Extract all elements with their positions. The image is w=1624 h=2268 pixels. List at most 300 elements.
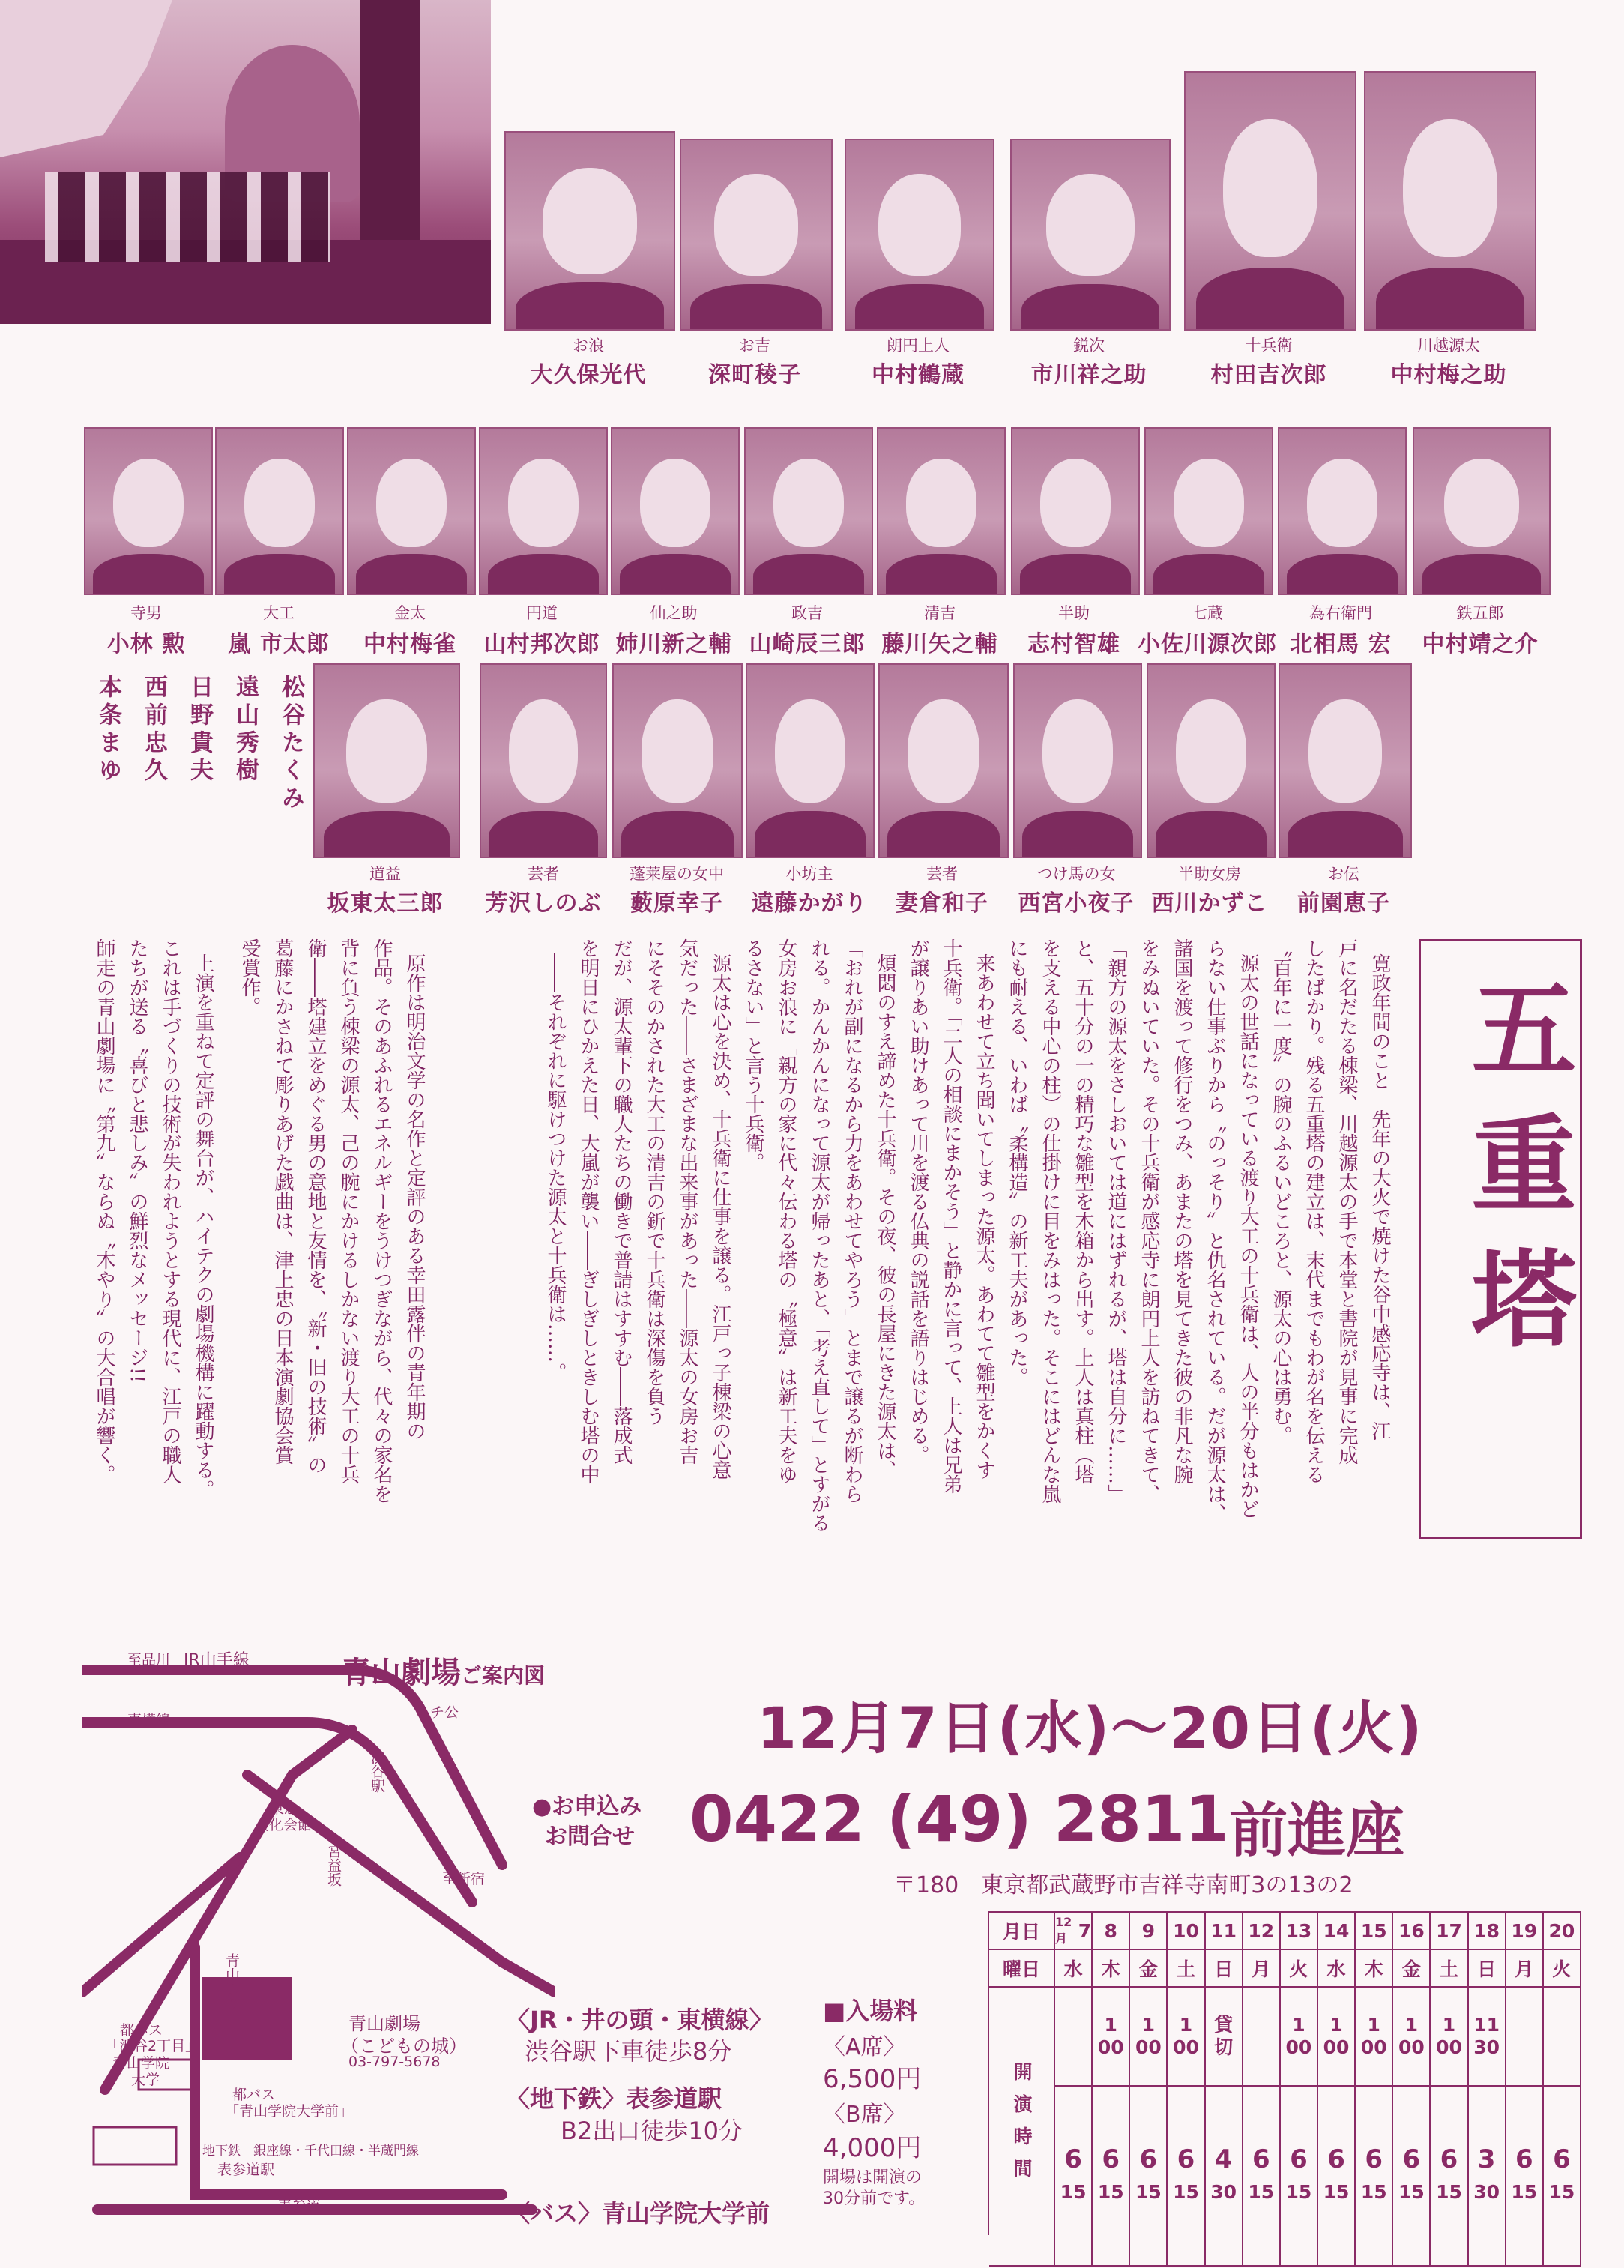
map-label: 「渋谷2丁目」: [105, 2038, 200, 2054]
story-column: らない仕事ぶりから〝のっそり〟と仇名されている。だが源太は、: [1204, 938, 1226, 1523]
schedule-evening: [1469, 2087, 1506, 2267]
schedule-matinee: [1206, 1988, 1243, 2087]
schedule-hour: 貸: [1214, 2014, 1234, 2036]
access-detail: B2出口徒歩10分: [561, 2117, 743, 2145]
schedule-matinee: [1055, 1988, 1093, 2087]
story-column: 諸国を渡って修行をつみ、あまたの塔を見てきた彼の非凡な腕: [1171, 938, 1193, 1484]
schedule-day-number: 9: [1141, 1919, 1156, 1942]
schedule-day: [1469, 1913, 1506, 1950]
map-label: 03-797-5678: [348, 2054, 441, 2070]
access-line: 〈バス〉青山学院大学前: [506, 2199, 770, 2228]
story-column: 女房お浪に「親方の家に代々伝わる塔の〝極意〟は新工夫をゆ: [775, 938, 797, 1484]
extra-cast-name: 松谷たくみ: [277, 675, 304, 813]
map-label: 宮益坂: [325, 1844, 342, 1887]
role-label: 芸者: [528, 865, 559, 883]
schedule-day: [1093, 1913, 1130, 1950]
schedule-minute: 15: [1285, 2181, 1312, 2203]
extra-cast-name: 日野貴夫: [186, 675, 213, 785]
map-title: [341, 1649, 545, 1692]
map-label: 都バス: [232, 2087, 276, 2103]
price-b-value: 4,000円: [823, 2133, 922, 2163]
schedule-weekday: 火: [1281, 1950, 1318, 1988]
schedule-time-stack: [1323, 2143, 1350, 2209]
schedule-evening: [1281, 2087, 1318, 2267]
schedule-time-stack: [1214, 2014, 1233, 2059]
actor-name: 中村鶴蔵: [872, 362, 965, 388]
schedule-day: [1130, 1913, 1168, 1950]
actor-name: 藪原幸子: [630, 890, 723, 917]
schedule-hour: 1: [1179, 2014, 1193, 2036]
cast-photo: [1184, 71, 1356, 331]
schedule-evening: [1356, 2087, 1393, 2267]
schedule-matinee: [1243, 1988, 1281, 2087]
story-column: 作品。そのあふれるエネルギーをうけつぎながら、代々の家名を: [370, 938, 393, 1504]
cast-photo: [1364, 71, 1536, 331]
story-column: これは手づくりの技術が失われようとする現代に、江戸の職人: [159, 938, 181, 1484]
schedule-evening: [1544, 2087, 1581, 2267]
role-label: つけ馬の女: [1036, 865, 1116, 883]
schedule-minute: 15: [1323, 2181, 1350, 2203]
schedule-weekday: 日: [1206, 1950, 1243, 1988]
access-detail: 渋谷駅下車徒歩8分: [525, 2037, 732, 2066]
extra-cast-name: 西前忠久: [140, 675, 167, 785]
story-column: をみぬいていた。その十兵衛が感応寺に朗円上人を訪ねてきて、: [1138, 938, 1160, 1504]
map-label: 東横線: [127, 1712, 171, 1728]
schedule-day-number: 17: [1436, 1919, 1462, 1942]
schedule-minute: 15: [1548, 2181, 1575, 2203]
schedule-minute: 00: [1173, 2036, 1199, 2058]
story-column: にそそのかされた大工の清吉の釿で十兵衛は深傷を負う: [643, 938, 665, 1426]
role-label: 政吉: [791, 604, 823, 622]
schedule-hour: 4: [1214, 2144, 1233, 2174]
schedule-minute: 15: [1360, 2181, 1387, 2203]
role-label: 為右衛門: [1309, 604, 1372, 622]
role-label: 小坊主: [785, 865, 833, 883]
schedule-day-number: 16: [1398, 1919, 1425, 1942]
schedule-day: [1281, 1913, 1318, 1950]
schedule-minute: 00: [1436, 2036, 1462, 2058]
story-column: 衛――塔建立をめぐる男の意地と友情を、〝新・旧の技術〟の: [304, 938, 327, 1474]
story-column: ――それぞれに駆けつけた源太と十兵衛は……。: [544, 953, 567, 1382]
cast-photo: [479, 427, 608, 595]
cast-photo: [1147, 663, 1276, 858]
schedule-minute: 15: [1398, 2181, 1425, 2203]
cast-photo: [215, 427, 344, 595]
schedule-day: [1356, 1913, 1393, 1950]
story-column: 源太は心を決め、十兵衛に仕事を譲る。江戸っ子棟梁の心意: [709, 953, 731, 1480]
schedule-day-number: 18: [1473, 1919, 1500, 1942]
schedule-minute: 00: [1398, 2036, 1425, 2058]
actor-name: 北相馬 宏: [1290, 631, 1392, 657]
cast-photo: [313, 663, 460, 858]
role-label: 鉄五郎: [1456, 604, 1504, 622]
story-column: 背に負う棟梁の源太、己の腕にかけるしかない渡り大工の十兵: [337, 938, 360, 1484]
play-title: 五重塔: [1454, 974, 1577, 1379]
contact-org: 前進座: [1229, 1797, 1405, 1865]
actor-name: 坂東太三郎: [327, 890, 444, 917]
schedule-hour: 11: [1473, 2014, 1500, 2036]
map-label: 至新宿: [442, 1871, 486, 1887]
price-heading: ■入場料: [823, 1997, 918, 2025]
schedule-time-stack: [1286, 2143, 1312, 2209]
story-column: 受賞作。: [238, 938, 261, 1016]
story-column: るさない」と言う十兵衛。: [742, 938, 764, 1172]
role-label: 道益: [369, 865, 401, 883]
story-column: 「親方の源太をさしおいては道にはずれるが、塔は自分に……」: [1105, 938, 1127, 1504]
schedule-time-stack: [1549, 2143, 1575, 2209]
schedule-hour: 6: [1440, 2144, 1458, 2174]
schedule-day: [1318, 1913, 1356, 1950]
schedule-month: 12月: [1055, 1915, 1072, 1946]
contact-label-2: お問合せ: [545, 1824, 635, 1850]
schedule-weekday: 土: [1168, 1950, 1205, 1988]
role-label: 鋭次: [1073, 337, 1105, 355]
schedule-hour: 6: [1177, 2144, 1195, 2174]
price-a-value: 6,500円: [823, 2064, 922, 2094]
schedule-hour: 1: [1329, 2014, 1343, 2036]
story-column: を明日にひかえた日、大嵐が襲い――ぎしぎしときしむ塔の中: [577, 938, 600, 1484]
schedule-minute: 30: [1473, 2181, 1500, 2203]
schedule-minute: 15: [1097, 2181, 1124, 2203]
schedule-matinee: [1544, 1988, 1581, 2087]
schedule-day-number: 20: [1548, 1919, 1575, 1942]
cast-photo: [1279, 663, 1412, 858]
schedule-minute: 15: [1248, 2181, 1275, 2203]
schedule-evening: [1506, 2087, 1544, 2267]
schedule-evening: [1055, 2087, 1093, 2267]
map-label: JR山手線: [184, 1651, 250, 1670]
schedule-day: [1506, 1913, 1544, 1950]
schedule-weekday: 水: [1055, 1950, 1093, 1988]
map-label: 大学: [131, 2072, 160, 2088]
schedule-time-stack: [1286, 2014, 1312, 2059]
cast-photo: [612, 663, 743, 858]
schedule-hour: 6: [1139, 2144, 1158, 2174]
extra-cast-name: 遠山秀樹: [232, 675, 259, 785]
cast-photo: [1011, 427, 1140, 595]
schedule-day: [1243, 1913, 1281, 1950]
story-column: 「おれが副になるから力をあわせてやろう」とまで譲るが断わら: [841, 938, 863, 1504]
schedule-day-number: 13: [1285, 1919, 1312, 1942]
story-column: 葛藤にかさねて彫りあげた戯曲は、津上忠の日本演劇協会賞: [271, 938, 294, 1465]
cast-photo: [1278, 427, 1407, 595]
actor-name: 深町稜子: [708, 362, 801, 388]
cast-photo: [1144, 427, 1273, 595]
schedule-weekday: 金: [1130, 1950, 1168, 1988]
schedule-matinee: [1356, 1988, 1393, 2087]
schedule-minute: 00: [1323, 2036, 1350, 2058]
schedule-minute: 15: [1511, 2181, 1538, 2203]
cast-photo: [878, 663, 1009, 858]
schedule-matinee: [1506, 1988, 1544, 2087]
schedule-time-stack: [1398, 2143, 1425, 2209]
schedule-time-stack: [1436, 2014, 1462, 2059]
map-label: 青山学院: [112, 2055, 170, 2072]
schedule-table: [988, 1911, 1581, 2235]
schedule-day-number: 14: [1323, 1919, 1350, 1942]
story-column: 源太の世話になっている渡り大工の十兵衛は、人の半分もはかど: [1237, 953, 1259, 1518]
cast-photo: [84, 427, 213, 595]
schedule-time-stack: [1473, 2014, 1500, 2059]
story-column: 上演を重ねて定評の舞台が、ハイテクの劇場機構に躍動する。: [192, 953, 214, 1499]
actor-name: 西宮小夜子: [1018, 890, 1135, 917]
actor-name: 前園恵子: [1297, 890, 1390, 917]
access-line: 〈地下鉄〉表参道駅: [506, 2084, 722, 2113]
map-label: 表参道: [277, 2198, 321, 2214]
schedule-hour: 1: [1104, 2014, 1117, 2036]
role-label: お伝: [1328, 865, 1359, 883]
schedule-day: [1431, 1913, 1468, 1950]
schedule-minute: 00: [1097, 2036, 1124, 2058]
schedule-evening: [1243, 2087, 1281, 2267]
role-label: 清吉: [924, 604, 956, 622]
schedule-matinee: [1168, 1988, 1205, 2087]
address: 〒180 東京都武蔵野市吉祥寺南町3の13の2: [893, 1872, 1353, 1898]
price-b-label: 〈B席〉: [823, 2102, 906, 2128]
schedule-day: [1168, 1913, 1205, 1950]
stage-photo: [0, 0, 491, 324]
schedule-hour: 1: [1367, 2014, 1380, 2036]
schedule-day: [1544, 1913, 1581, 1950]
schedule-time-stack: [1361, 2014, 1387, 2059]
schedule-day-number: 15: [1360, 1919, 1387, 1942]
schedule-time-stack: [1511, 2143, 1537, 2209]
actor-name: 村田吉次郎: [1210, 362, 1327, 388]
story-column: 寛政年間のこと 先年の大火で焼けた谷中感応寺は、江: [1368, 953, 1391, 1441]
schedule-hour: 6: [1290, 2144, 1308, 2174]
map-label: 青山通り: [223, 1953, 240, 2010]
performance-dates: 12月7日(水)〜20日(火): [757, 1695, 1424, 1761]
schedule-evening: [1168, 2087, 1205, 2267]
schedule-hour: 1: [1404, 2014, 1419, 2036]
story-column: 十兵衛。「二人の相談にまかそう」と静かに言って、上人は兄弟: [940, 938, 962, 1494]
schedule-time-stack: [1098, 2143, 1124, 2209]
schedule-day-number: 8: [1104, 1919, 1117, 1942]
schedule-weekday: 金: [1393, 1950, 1431, 1988]
cast-photo: [845, 139, 994, 331]
map-label: 都バス: [120, 2022, 163, 2039]
schedule-hour: 6: [1365, 2144, 1383, 2174]
schedule-evening: [1206, 2087, 1243, 2267]
actor-name: 大久保光代: [530, 362, 647, 388]
schedule-header-weekday: 曜日: [989, 1950, 1055, 1988]
actor-name: 市川祥之助: [1030, 362, 1147, 388]
schedule-day-number: 11: [1210, 1919, 1237, 1942]
schedule-weekday: 木: [1356, 1950, 1393, 1988]
schedule-hour: 6: [1402, 2144, 1421, 2174]
schedule-evening: [1393, 2087, 1431, 2267]
price-a-label: 〈A席〉: [823, 2034, 906, 2060]
schedule-minute: 30: [1210, 2181, 1237, 2203]
role-label: 仙之助: [650, 604, 698, 622]
story-column: が譲りあい助けあって川を渡る仏典の説話を語りはじめる。: [907, 938, 929, 1465]
schedule-day: [1055, 1913, 1093, 1950]
schedule-day: [1393, 1913, 1431, 1950]
role-label: 七蔵: [1192, 604, 1223, 622]
story-column: 〝百年に一度〟の腕のふるいどころと、源太の心は勇む。: [1270, 938, 1292, 1445]
schedule-day-number: 12: [1248, 1919, 1275, 1942]
map-label: 至品川: [127, 1652, 171, 1668]
schedule-matinee: [1130, 1988, 1168, 2087]
story-column: 師走の青山劇場に〝第九〟ならぬ〝木やり〟の大合唱が響く。: [93, 938, 115, 1484]
map-label: 東急: [270, 1800, 299, 1817]
role-label: 金太: [394, 604, 426, 622]
schedule-minute: 00: [1135, 2036, 1162, 2058]
map-label: 青山劇場: [348, 2013, 420, 2034]
actor-name: 山崎辰三郎: [749, 631, 866, 657]
schedule-hour: 6: [1553, 2144, 1571, 2174]
schedule-day-number: 19: [1511, 1919, 1538, 1942]
role-label: 寺男: [130, 604, 162, 622]
story-column: 気だった――さまざまな出来事があった――源太の女房お吉: [676, 938, 698, 1465]
contact-label-1: ●お申込み: [532, 1794, 642, 1820]
schedule-weekday: 月: [1243, 1950, 1281, 1988]
schedule-matinee: [1393, 1988, 1431, 2087]
map-label: ハチ公: [416, 1704, 459, 1721]
schedule-time-stack: [1173, 2014, 1199, 2059]
actor-name: 藤川矢之輔: [881, 631, 998, 657]
cast-photo: [504, 131, 675, 331]
schedule-time-stack: [1060, 2143, 1087, 2209]
map-label: 「青山学院大学前」: [225, 2103, 354, 2120]
contact-phone[interactable]: 0422 (49) 2811: [689, 1782, 1229, 1856]
schedule-time-stack: [1248, 2143, 1274, 2209]
schedule-matinee: [1431, 1988, 1468, 2087]
schedule-weekday: 月: [1506, 1950, 1544, 1988]
schedule-weekday: 日: [1469, 1950, 1506, 1988]
schedule-day-number: 7: [1078, 1919, 1092, 1942]
actor-name: 西川かずこ: [1151, 890, 1268, 917]
role-label: 半助女房: [1178, 865, 1241, 883]
schedule-matinee: [1281, 1988, 1318, 2087]
schedule-time-stack: [1173, 2143, 1199, 2209]
role-label: 大工: [263, 604, 295, 622]
cast-photo: [680, 139, 833, 331]
schedule-evening: [1130, 2087, 1168, 2267]
schedule-time-stack: [1473, 2143, 1500, 2209]
cast-photo: [347, 427, 476, 595]
map-label: 表参道駅: [217, 2162, 275, 2178]
cast-photo: [611, 427, 740, 595]
schedule-header-time: 開演時間: [989, 1988, 1055, 2267]
schedule-time-stack: [1323, 2014, 1350, 2059]
story-column: 煩悶のすえ諦めた十兵衛。その夜、彼の長屋にきた源太は、: [874, 953, 896, 1480]
actor-name: 小佐川源次郎: [1138, 631, 1277, 657]
map-label: 地下鉄 銀座線・千代田線・半蔵門線: [202, 2144, 419, 2159]
schedule-time-stack: [1135, 2014, 1162, 2059]
story-column: 原作は明治文学の名作と定評のある幸田露伴の青年期の: [403, 953, 426, 1441]
actor-name: 志村智雄: [1027, 631, 1120, 657]
story-column: 来あわせて立ち聞いてしまった源太。あわてて雛型をかくす: [973, 953, 995, 1480]
schedule-hour: 6: [1515, 2144, 1533, 2174]
actor-name: 妻倉和子: [896, 890, 988, 917]
schedule-hour: 6: [1252, 2144, 1270, 2174]
schedule-matinee: [1469, 1988, 1506, 2087]
map-label: （こどもの城）: [341, 2036, 467, 2057]
cast-photo: [1010, 139, 1171, 331]
actor-name: 姉川新之輔: [615, 631, 732, 657]
schedule-minute: 15: [1173, 2181, 1199, 2203]
actor-name: 中村梅之助: [1390, 362, 1507, 388]
schedule-time-stack: [1210, 2143, 1237, 2209]
schedule-minute: 30: [1473, 2036, 1500, 2058]
schedule-header-date: 月日: [989, 1913, 1055, 1950]
role-label: 十兵衛: [1245, 337, 1293, 355]
story-column: を支える中心の柱）の仕掛けに目をみはった。そこにはどんな嵐: [1039, 938, 1061, 1504]
actor-name: 小林 勲: [106, 631, 186, 657]
map-title-suffix: ご案内図: [461, 1663, 546, 1688]
schedule-matinee: [1093, 1988, 1130, 2087]
schedule-hour: 1: [1141, 2014, 1156, 2036]
cast-photo: [1013, 663, 1142, 858]
actor-name: 芳沢しのぶ: [485, 890, 602, 917]
story-column: 戸に名だたる棟梁、川越源太の手で本堂と書院が見事に完成: [1335, 938, 1358, 1465]
cast-photo: [480, 663, 607, 858]
story-column: たちが送る〝喜びと悲しみ〟の鮮烈なメッセージ!!: [126, 938, 148, 1383]
schedule-time-stack: [1135, 2143, 1162, 2209]
schedule-weekday: 水: [1318, 1950, 1356, 1988]
actor-name: 中村梅雀: [363, 631, 456, 657]
schedule-evening: [1318, 2087, 1356, 2267]
cast-photo: [877, 427, 1006, 595]
map-title-main: 青山劇場: [341, 1656, 461, 1690]
schedule-minute: 00: [1360, 2036, 1387, 2058]
cast-photo: [746, 663, 875, 858]
schedule-time-stack: [1398, 2014, 1425, 2059]
story-column: だが、源太輩下の職人たちの働きで普請はすすむ――落成式: [610, 938, 633, 1465]
actor-name: 中村靖之介: [1422, 631, 1539, 657]
schedule-time-stack: [1361, 2143, 1387, 2209]
schedule-day: [1206, 1913, 1243, 1950]
story-column: にも耐える、いわば〝柔構造〟の新工夫があった。: [1006, 938, 1028, 1387]
cast-photo: [1413, 427, 1551, 595]
role-label: 芸者: [926, 865, 958, 883]
schedule-hour: 6: [1064, 2144, 1082, 2174]
role-label: 半助: [1058, 604, 1090, 622]
schedule-time-stack: [1436, 2143, 1462, 2209]
schedule-time-stack: [1098, 2014, 1124, 2059]
extra-cast-name: 本条まゆ: [94, 675, 121, 785]
schedule-weekday: 火: [1544, 1950, 1581, 1988]
schedule-minute: 切: [1214, 2036, 1234, 2058]
map-label: 文化会館: [255, 1817, 313, 1833]
price-note: 開場は開演の: [823, 2168, 923, 2187]
schedule-weekday: 木: [1093, 1950, 1130, 1988]
role-label: 川越源太: [1417, 337, 1480, 355]
schedule-minute: 00: [1285, 2036, 1312, 2058]
cast-photo: [744, 427, 873, 595]
access-line: 〈JR・井の頭・東横線〉: [506, 2006, 773, 2034]
actor-name: 嵐 市太郎: [228, 631, 330, 657]
schedule-evening: [1093, 2087, 1130, 2267]
schedule-minute: 15: [1135, 2181, 1162, 2203]
theater-building: [202, 1977, 292, 2060]
schedule-hour: 1: [1442, 2014, 1456, 2036]
schedule-day-number: 10: [1173, 1919, 1199, 1942]
schedule-hour: 6: [1102, 2144, 1120, 2174]
schedule-hour: 1: [1292, 2014, 1305, 2036]
role-label: 朗円上人: [887, 337, 950, 355]
story-column: したばかり。残る五重塔の建立は、末代までもわが名を伝える: [1302, 938, 1325, 1484]
schedule-evening: [1431, 2087, 1468, 2267]
story-column: れる。かんかんになって源太が帰ったあと、「考え直して」とすがる: [808, 938, 830, 1533]
role-label: 蓬莱屋の女中: [630, 865, 724, 883]
schedule-minute: 15: [1436, 2181, 1462, 2203]
schedule-hour: 3: [1477, 2144, 1496, 2174]
map-label: 渋谷駅: [369, 1750, 385, 1793]
price-note: 30分前です。: [823, 2189, 926, 2208]
schedule-hour: 6: [1327, 2144, 1345, 2174]
